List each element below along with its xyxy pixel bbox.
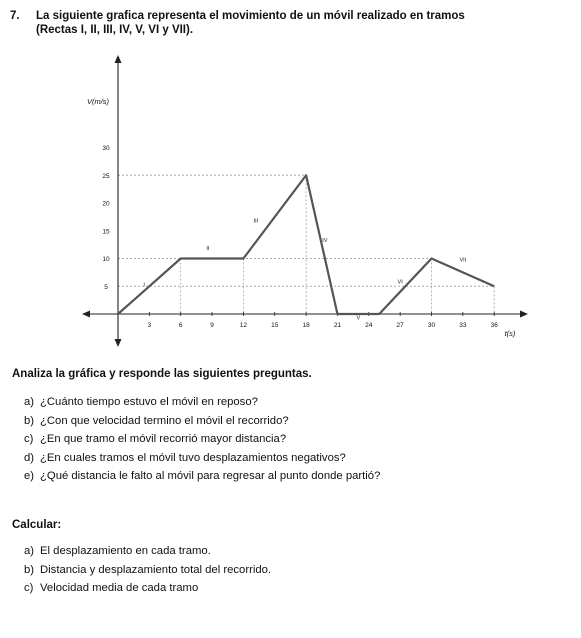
problem-number: 7. <box>10 10 20 22</box>
calc-item-letter: c) <box>24 582 34 594</box>
question-text: ¿En cuales tramos el móvil tuvo desplazamientos negativos? <box>40 451 346 464</box>
segment-label: VII <box>459 257 467 264</box>
x-tick-label: 33 <box>459 322 467 329</box>
calc-item-letter: a) <box>24 545 35 557</box>
question-2 <box>24 415 289 427</box>
question-text: ¿Cuánto tiempo estuvo el móvil en reposo? <box>40 396 258 408</box>
problem-subtitle: (Rectas I, II, III, IV, V, VI y VII). <box>36 24 194 36</box>
velocity-time-chart <box>0 50 581 360</box>
problem-title <box>10 8 465 24</box>
x-tick-label: 9 <box>210 322 214 329</box>
y-axis-top-arrow <box>115 55 122 63</box>
y-tick-label: 15 <box>102 228 110 236</box>
calc-item-2 <box>24 564 271 576</box>
question-letter: a) <box>24 396 35 408</box>
y-axis-bottom-arrow <box>115 339 122 347</box>
x-axis-right-arrow <box>520 311 528 318</box>
question-letter: d) <box>24 451 35 464</box>
calc-heading: Calcular: <box>12 519 62 531</box>
calc-item-letter: b) <box>24 563 35 576</box>
question-text: ¿Con que velocidad termino el móvil el recorrido? <box>40 414 289 427</box>
calc-item-3 <box>24 582 198 594</box>
x-tick-label: 15 <box>271 322 279 329</box>
y-tick-label: 20 <box>102 200 110 208</box>
question-text: ¿En que tramo el móvil recorrió mayor distancia? <box>40 433 287 445</box>
question-5 <box>24 470 380 482</box>
x-tick-label: 18 <box>302 322 310 329</box>
calc-item-1 <box>24 545 211 557</box>
calc-item-text: Velocidad media de cada tramo <box>40 582 199 594</box>
y-tick-label: 5 <box>104 283 108 291</box>
question-1 <box>24 396 258 408</box>
x-tick-label: 30 <box>427 322 436 329</box>
question-letter: b) <box>24 414 35 427</box>
x-tick-label: 27 <box>396 322 404 329</box>
segment-label: II <box>206 246 210 253</box>
y-tick-label: 10 <box>102 256 110 263</box>
y-tick-label: 30 <box>102 145 110 152</box>
x-tick-label: 3 <box>147 322 152 329</box>
x-axis-left-arrow <box>82 311 90 318</box>
problem-title-text: La siguiente grafica representa el movimiento de un móvil realizado en tramos <box>36 10 465 22</box>
question-3 <box>24 433 286 445</box>
x-tick-label: 12 <box>239 322 248 329</box>
calc-item-text: El desplazamiento en cada tramo. <box>40 545 211 557</box>
calc-item-text: Distancia y desplazamiento total del recorrido. <box>40 563 272 576</box>
y-axis-label: V(m/s) <box>86 97 110 106</box>
analyze-heading: Analiza la gráfica y responde las siguientes preguntas. <box>12 368 312 380</box>
question-letter: c) <box>24 433 34 445</box>
y-tick-label: 25 <box>102 172 110 180</box>
x-tick-label: 6 <box>178 322 183 329</box>
x-tick-label: 21 <box>333 322 342 329</box>
segment-label: I <box>143 282 145 289</box>
x-axis-label: t(s) <box>504 329 516 338</box>
question-4 <box>24 452 346 464</box>
segment-label: III <box>253 218 259 225</box>
question-letter: e) <box>24 470 35 482</box>
segment-label: IV <box>322 237 328 244</box>
x-tick-label: 24 <box>365 322 373 329</box>
x-tick-label: 36 <box>490 322 498 329</box>
segment-label: V <box>356 315 361 322</box>
segment-label: VI <box>397 279 403 286</box>
question-text: ¿Qué distancia le falto al móvil para regresar al punto donde partió? <box>40 470 381 482</box>
